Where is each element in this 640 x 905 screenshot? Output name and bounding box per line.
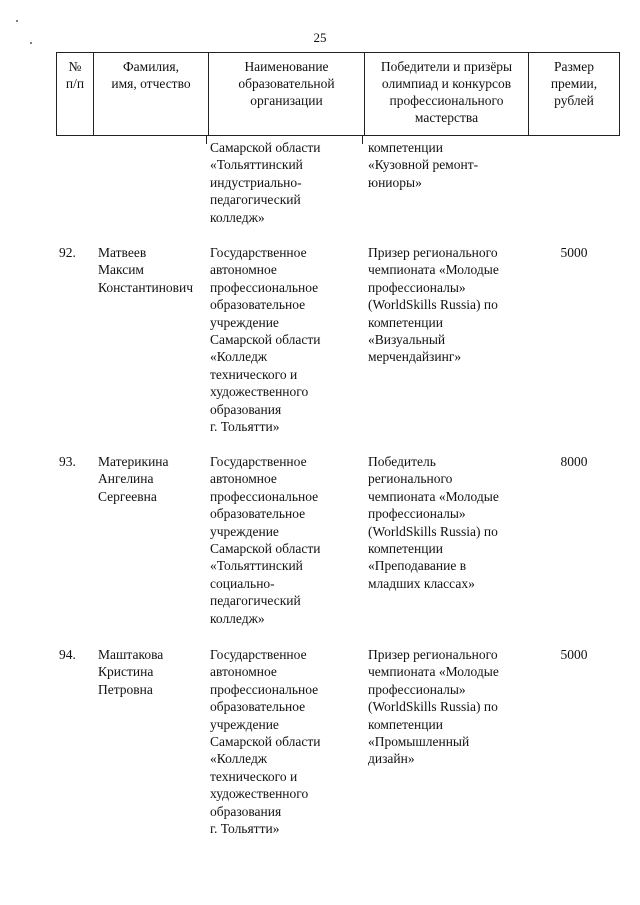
award-cell: компетенции «Кузовной ремонт- юниоры»	[368, 140, 479, 190]
prize-cell: 5000	[560, 245, 588, 260]
organization-cell: Самарской области «Тольяттинский индустриально- педагогический колледж»	[210, 140, 321, 225]
award-cell: Призер регионального чемпионата «Молодые профессионалы» (WorldSkills Russia) по компетенции «Визуальный мерчендайзинг»	[368, 245, 499, 365]
column-divider	[206, 136, 207, 144]
header-award: Победители и призёры олимпиад и конкурсов профессионального мастерства	[364, 53, 528, 135]
table-header	[56, 52, 620, 136]
row-number: 92.	[59, 245, 76, 260]
prize-cell: 5000	[560, 647, 588, 662]
award-cell: Победитель регионального чемпионата «Молодые профессионалы» (WorldSkills Russia) по компетенции «Преподавание в младших классах»	[368, 454, 499, 591]
header-full-name: Фамилия, имя, отчество	[93, 53, 208, 135]
organization-cell: Государственное автономное профессиональное образовательное учреждение Самарской области «Колледж технического и художественного образования г. Тольятти»	[210, 647, 321, 837]
scan-speck	[16, 20, 18, 22]
header-number: № п/п	[65, 59, 85, 91]
award-cell: Призер регионального чемпионата «Молодые профессионалы» (WorldSkills Russia) по компетенции «Промышленный дизайн»	[368, 647, 499, 767]
page-number: 25	[313, 30, 327, 45]
prize-cell: 8000	[560, 454, 588, 469]
row-number: 93.	[59, 454, 76, 469]
full-name-cell: Маштакова Кристина Петровна	[98, 647, 164, 697]
organization-cell: Государственное автономное профессиональное образовательное учреждение Самарской области «Колледж технического и художественного образования г. Тольятти»	[210, 245, 321, 435]
organization-cell: Государственное автономное профессиональное образовательное учреждение Самарской области «Тольяттинский социально- педагогический колледж»	[210, 454, 321, 626]
row-number: 94.	[59, 647, 76, 662]
header-prize: Размер премии, рублей	[528, 53, 619, 135]
full-name-cell: Матвеев Максим Константинович	[98, 245, 194, 295]
header-organization: Наименование образовательной организации	[208, 53, 364, 135]
full-name-cell: Материкина Ангелина Сергеевна	[98, 454, 169, 504]
column-divider	[362, 136, 363, 144]
scan-speck	[30, 42, 32, 44]
